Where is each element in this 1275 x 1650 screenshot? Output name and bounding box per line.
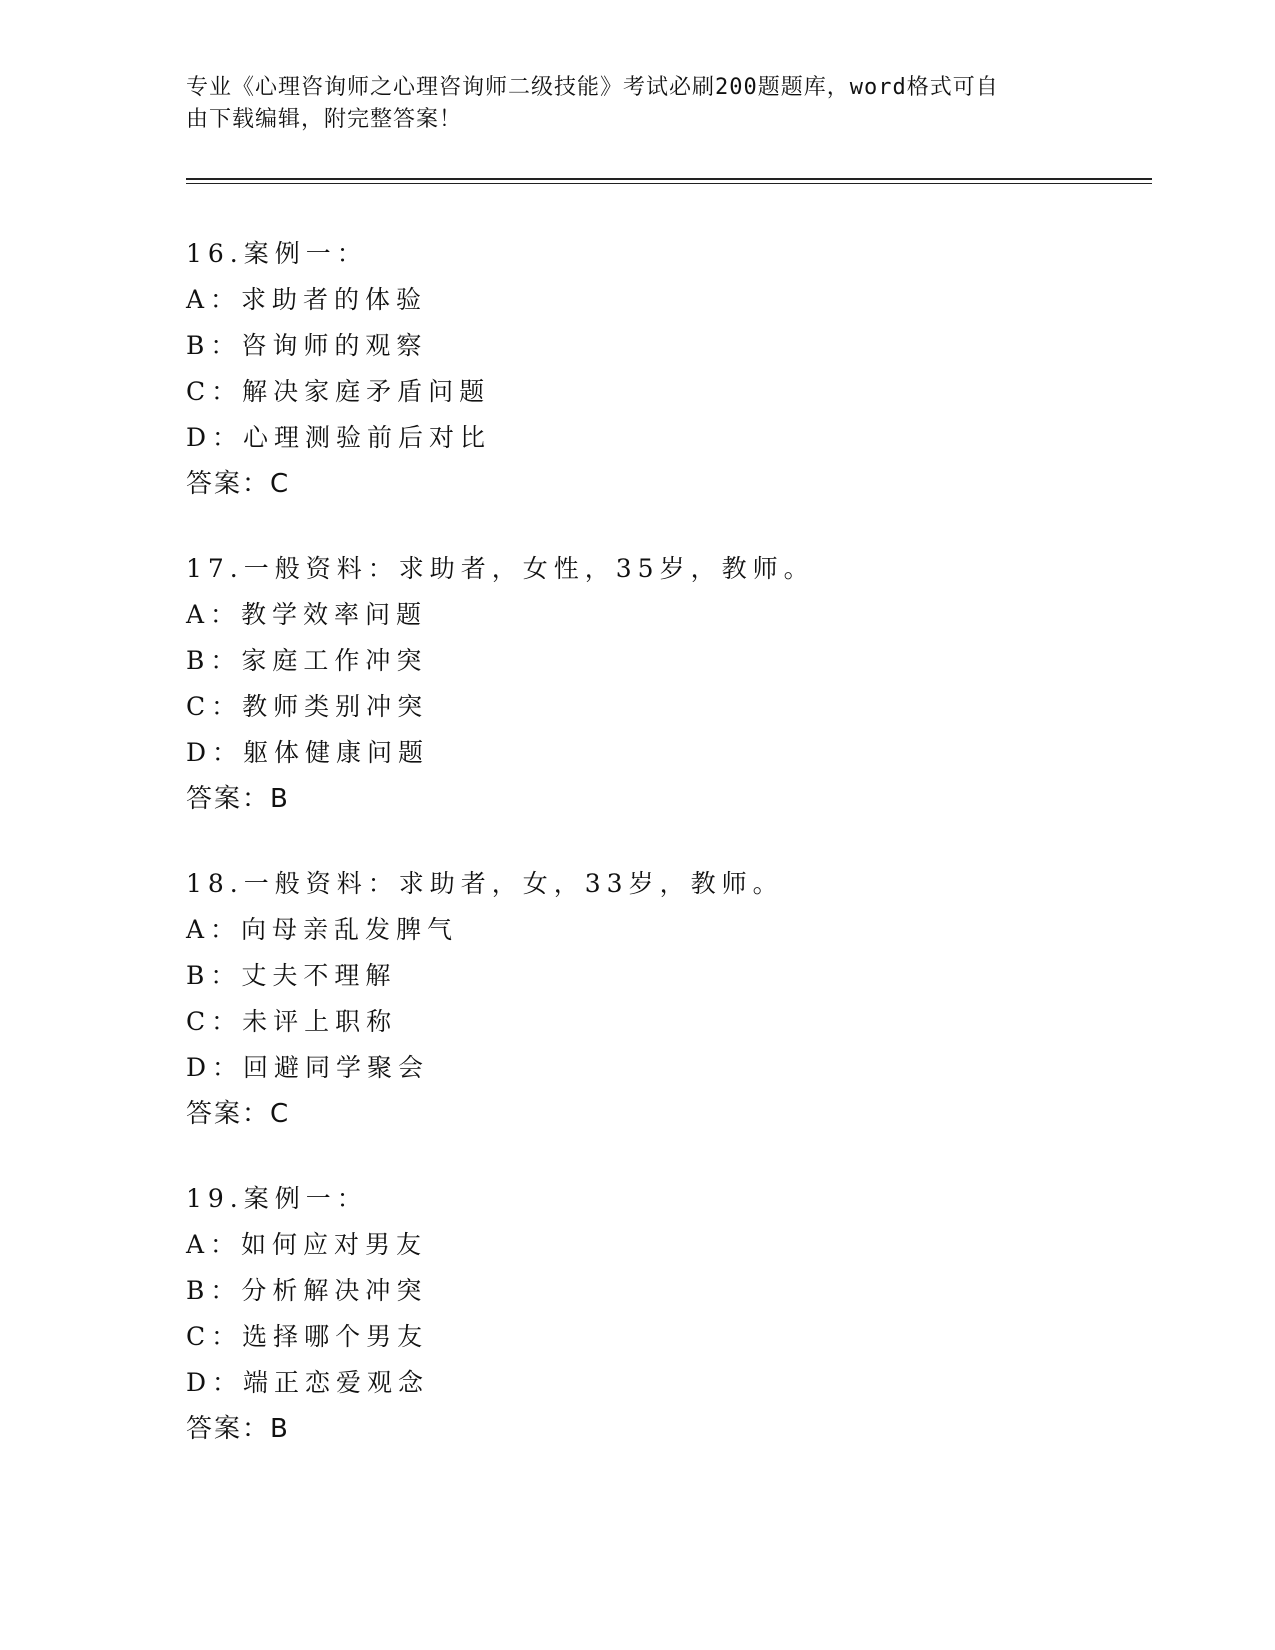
header-line-2: 由下载编辑，附完整答案！ [186, 107, 463, 132]
answer: 答案：C [186, 469, 291, 499]
question-title: 16.案例一： [186, 239, 368, 268]
question-19 [186, 1176, 1086, 1452]
question-17 [186, 546, 1086, 822]
option-c: C：解决家庭矛盾问题 [186, 377, 491, 406]
header-divider-thick [186, 178, 1152, 180]
option-a: A：教学效率问题 [186, 600, 428, 629]
question-title: 18.一般资料：求助者，女，33岁，教师。 [186, 869, 784, 898]
option-b: B：分析解决冲突 [186, 1276, 428, 1305]
option-d: D：回避同学聚会 [186, 1053, 430, 1082]
header-divider-thin [186, 183, 1152, 184]
answer: 答案：B [186, 1414, 290, 1444]
option-c: C：教师类别冲突 [186, 692, 429, 721]
answer: 答案：B [186, 784, 290, 814]
document-header [186, 72, 1086, 136]
question-16 [186, 231, 1086, 507]
option-b: B：咨询师的观察 [186, 331, 428, 360]
option-c: C：未评上职称 [186, 1007, 398, 1036]
option-c: C：选择哪个男友 [186, 1322, 429, 1351]
option-d: D：心理测验前后对比 [186, 423, 492, 452]
option-b: B：家庭工作冲突 [186, 646, 428, 675]
option-d: D：躯体健康问题 [186, 738, 430, 767]
option-a: A：向母亲乱发脾气 [186, 915, 459, 944]
header-line-1: 专业《心理咨询师之心理咨询师二级技能》考试必刷200题题库，word格式可自 [186, 75, 999, 100]
question-title: 17.一般资料：求助者，女性，35岁，教师。 [186, 554, 815, 583]
option-a: A：如何应对男友 [186, 1230, 428, 1259]
option-b: B：丈夫不理解 [186, 961, 397, 990]
question-18 [186, 861, 1086, 1137]
option-d: D：端正恋爱观念 [186, 1368, 430, 1397]
question-title: 19.案例一： [186, 1184, 368, 1213]
option-a: A：求助者的体验 [186, 285, 428, 314]
answer: 答案：C [186, 1099, 291, 1129]
